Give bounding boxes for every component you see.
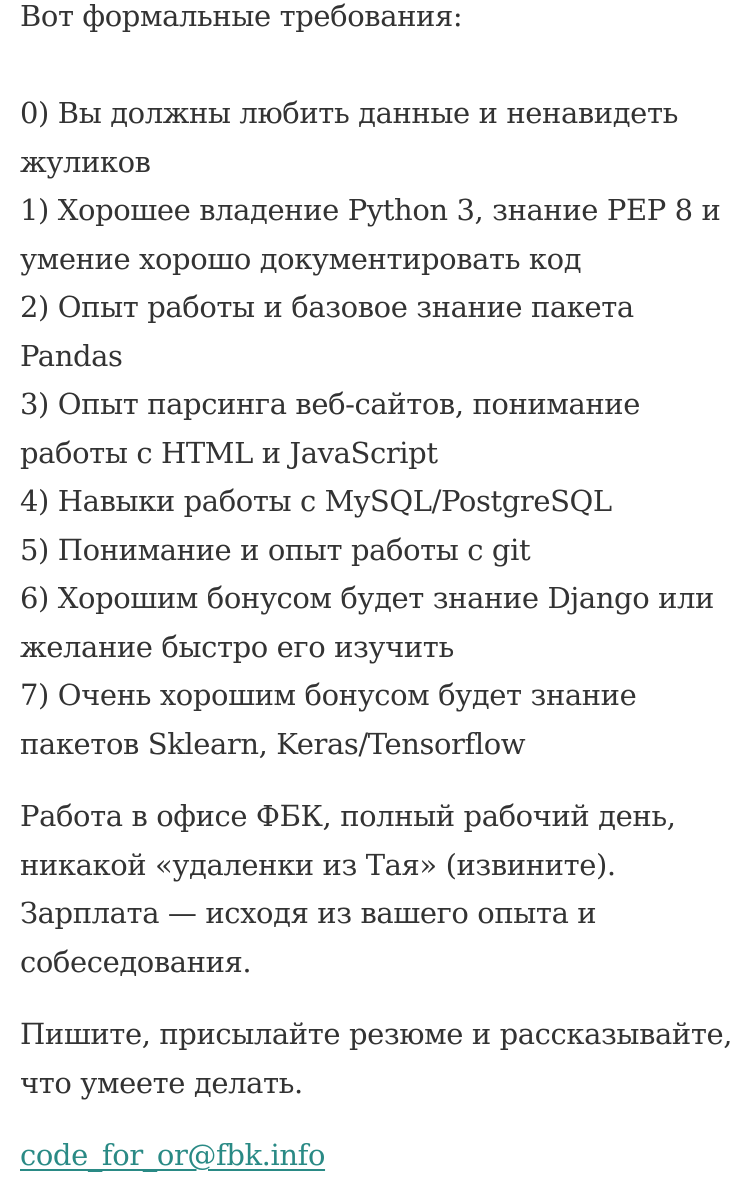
intro-text: Вот формальные требования: xyxy=(20,0,463,33)
requirement-line: 1) Хорошее владение Python 3, знание PEP 8 и xyxy=(20,193,721,227)
spacer xyxy=(20,768,735,792)
spacer xyxy=(20,41,735,90)
paragraph-line: собеседования. xyxy=(20,944,252,979)
requirement-line: 6) Хорошим бонусом будет знание Django или xyxy=(20,581,714,615)
requirement-line: работы с HTML и JavaScript xyxy=(20,435,438,470)
contact-email-link[interactable]: code_for_or@fbk.info xyxy=(20,1138,326,1172)
requirement-item-4 xyxy=(20,477,735,526)
requirement-item-0 xyxy=(20,89,735,186)
requirement-line: умение хорошо документировать код xyxy=(20,241,582,276)
spacer xyxy=(20,1107,735,1131)
requirement-item-3 xyxy=(20,380,735,477)
requirement-line: пакетов Sklearn, Keras/Tensorflow xyxy=(20,726,526,761)
requirement-item-6 xyxy=(20,574,735,671)
paragraph-line: что умеете делать. xyxy=(20,1065,303,1100)
requirement-line: желание быстро его изучить xyxy=(20,629,454,664)
requirement-line: 2) Опыт работы и базовое знание пакета xyxy=(20,290,634,324)
requirement-line: 3) Опыт парсинга веб-сайтов, понимание xyxy=(20,387,640,421)
paragraph-line: Зарплата — исходя из вашего опыта и xyxy=(20,896,597,930)
requirement-item-2 xyxy=(20,283,735,380)
requirement-line: 7) Очень хорошим бонусом будет знание xyxy=(20,678,637,712)
requirement-item-7 xyxy=(20,671,735,768)
call-to-action-paragraph xyxy=(20,1010,735,1107)
requirement-line: 0) Вы должны любить данные и ненавидеть xyxy=(20,96,678,130)
requirement-line: жуликов xyxy=(20,144,151,179)
paragraph-line: Пишите, присылайте резюме и рассказывайте, xyxy=(20,1017,733,1051)
requirements-list xyxy=(20,89,735,768)
article-body xyxy=(20,0,735,1180)
contact-email-line xyxy=(20,1131,735,1180)
requirement-item-5 xyxy=(20,526,735,575)
work-conditions-paragraph xyxy=(20,792,735,986)
requirement-item-1 xyxy=(20,186,735,283)
requirement-line: 4) Навыки работы с MySQL/PostgreSQL xyxy=(20,484,612,518)
paragraph-line: Работа в офисе ФБК, полный рабочий день, xyxy=(20,799,676,833)
spacer xyxy=(20,986,735,1010)
requirement-line: 5) Понимание и опыт работы с git xyxy=(20,532,531,567)
paragraph-line: никакой «удаленки из Тая» (извините). xyxy=(20,847,616,882)
requirement-line: Pandas xyxy=(20,338,123,373)
